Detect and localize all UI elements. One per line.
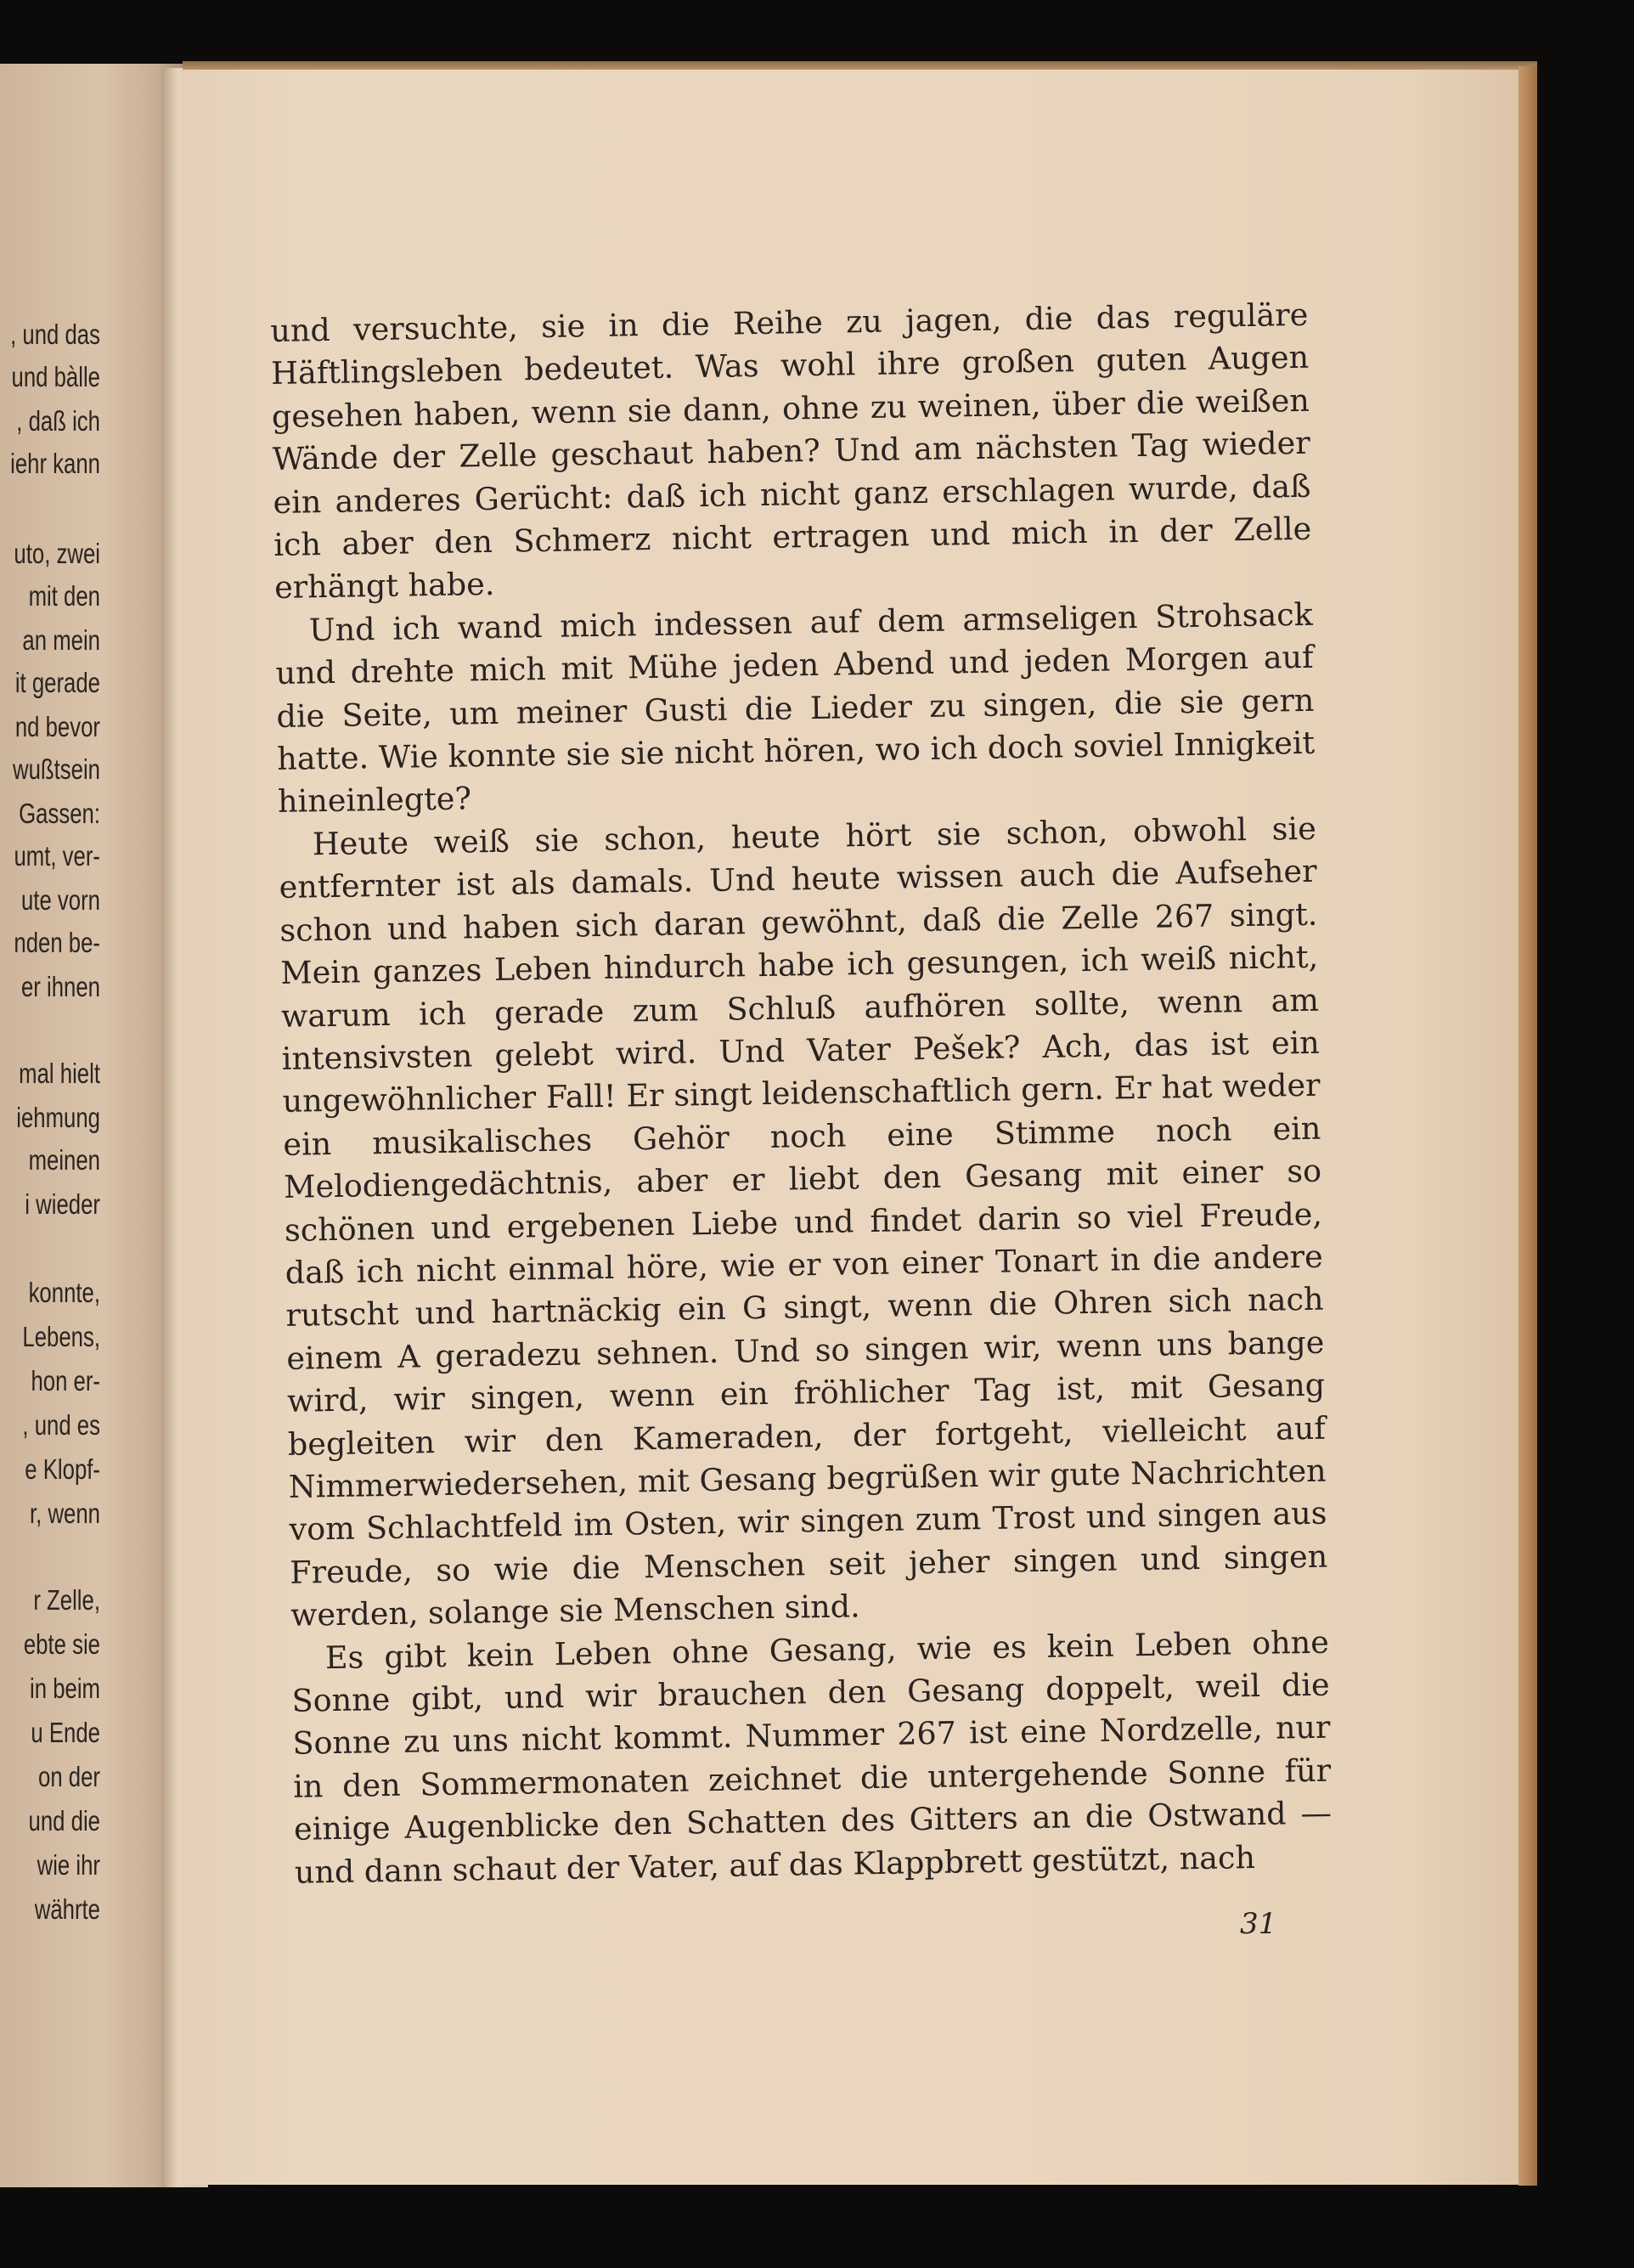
left-line: wie ihr bbox=[37, 1849, 101, 1881]
left-line: nden be- bbox=[14, 927, 101, 958]
paragraph: Und ich wand mich indessen auf dem armseligen Strohsack und drehte mich mit Mühe jeden Abend und jeden Morgen auf die Seite, um meiner Gusti die Lieder zu singen, die sie gern hatte. Wie konnte sie sie nicht hören, wo ich doch soviel Innigkeit hineinlegte? bbox=[275, 595, 1316, 821]
left-line: mal hielt bbox=[19, 1058, 101, 1089]
left-line: uto, zwei bbox=[14, 538, 101, 569]
paragraph: und versuchte, sie in die Reihe zu jagen, die das reguläre Häftlingsleben bedeutet. Was wohl ihre großen guten Augen gesehen haben, wenn sie dann, ohne zu weinen, über die weißen Wände der Zelle geschaut haben? Und am nächsten Tag wieder ein anderes Gerücht: daß ich nicht ganz erschlagen wurde, daß ich aber den Schmerz nicht ertragen und mich in der Zelle erhängt habe. bbox=[270, 296, 1312, 606]
left-line: wußtsein bbox=[12, 753, 100, 785]
page-number: 31 bbox=[1240, 1907, 1277, 1941]
left-line: i wieder bbox=[25, 1188, 101, 1220]
left-line: ute vorn bbox=[20, 884, 100, 916]
left-line: meinen bbox=[28, 1144, 100, 1176]
left-line: mit den bbox=[28, 580, 100, 612]
body-text bbox=[270, 294, 1333, 1894]
paragraph: Heute weiß sie schon, heute hört sie schon, obwohl sie entfernter ist als damals. Und heute wissen auch die Aufseher schon und haben sich daran gewöhnt, daß die Zelle 267 singt. Mein ganzes Leben hindurch habe ich gesungen, ich weiß nicht, warum ich gerade zum Schluß aufhören sollte, wenn am intensivsten gelebt wird. Und Vater Pešek? Ach, das ist ein ungewöhnlicher Fall! Er singt leidenschaftlich gern. Er hat weder ein musikalisches Gehör noch eine Stimme noch ein Melodiengedächtnis, aber er liebt den Gesang mit einer so schönen und ergebenen Liebe und findet darin so viel Freude, daß ich nicht einmal höre, wie er von einer Tonart in die andere rutscht und hartnäckig ein G singt, wenn die Ohren sich nach einem A geradezu sehnen. Und so singen wir, wenn uns bange wird, wir singen, wenn ein fröhlicher Tag ist, mit Gesang begleiten wir den Kameraden, der fortgeht, vielleicht auf Nimmerwiedersehen, mit Gesang begrüßen wir gute Nachrichten vom Schlachtfeld im Osten, wir singen zum Trost und singen aus Freude, so wie die Menschen seit jeher singen und singen werden, solange sie Menschen sind. bbox=[279, 810, 1328, 1633]
left-line: u Ende bbox=[31, 1717, 100, 1748]
left-line: on der bbox=[38, 1761, 100, 1792]
left-page bbox=[0, 64, 183, 2187]
left-line: e Klopf- bbox=[25, 1453, 100, 1485]
left-line: , und das bbox=[10, 319, 101, 350]
left-line: konnte, bbox=[28, 1277, 101, 1308]
left-line: hon er- bbox=[31, 1365, 101, 1396]
paragraph: Es gibt kein Leben ohne Gesang, wie es kein Leben ohne Sonne gibt, und wir brauchen den Gesang doppelt, weil die Sonne zu uns nicht kommt. Nummer 267 ist eine Nordzelle, nur in den Sommermonaten zeichnet die untergehende Sonne für einige Augenblicke den Schatten des Gitters an die Ostwand — und dann schaut der Vater, auf das Klappbrett gestützt, nach bbox=[291, 1623, 1333, 1891]
left-line: in beim bbox=[30, 1673, 100, 1704]
page-fore-edge bbox=[1518, 66, 1537, 2186]
left-line: it gerade bbox=[14, 667, 100, 698]
left-line: ebte sie bbox=[23, 1628, 100, 1660]
left-line: umt, ver- bbox=[14, 840, 100, 872]
left-line: r Zelle, bbox=[33, 1584, 100, 1616]
left-line: iehmung bbox=[16, 1102, 100, 1133]
left-line: , daß ich bbox=[16, 405, 100, 437]
left-line: und bàlle bbox=[11, 361, 100, 392]
left-line: währte bbox=[34, 1893, 100, 1925]
left-line: Lebens, bbox=[22, 1321, 100, 1352]
left-line: er ihnen bbox=[20, 971, 101, 1002]
left-line: Gassen: bbox=[19, 798, 100, 829]
left-line: an mein bbox=[22, 624, 100, 656]
left-line: , und es bbox=[22, 1409, 101, 1441]
left-line: und die bbox=[28, 1805, 100, 1836]
left-line: r, wenn bbox=[30, 1498, 101, 1529]
left-line: iehr kann bbox=[10, 448, 100, 479]
left-line: nd bevor bbox=[14, 711, 100, 742]
